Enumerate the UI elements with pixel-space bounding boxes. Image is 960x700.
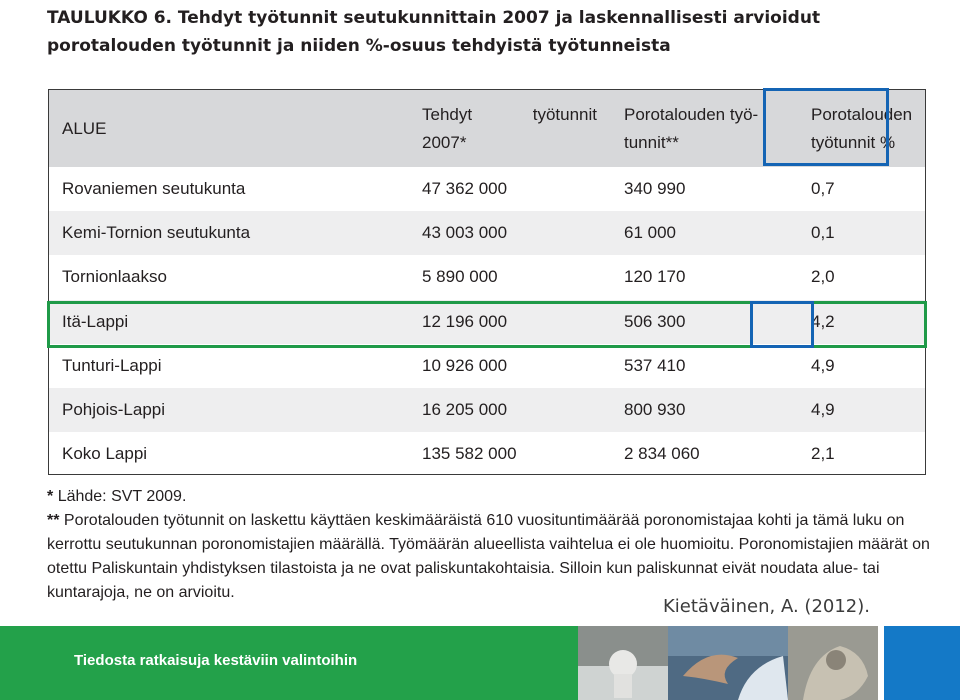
cell-tehdyt: 16 205 000: [422, 400, 508, 420]
footnote-1: [47, 485, 937, 509]
cell-poro: 506 300: [624, 311, 686, 331]
cell-tehdyt: 47 362 000: [422, 179, 508, 199]
table-row: [49, 432, 925, 476]
footer-blue-band: [884, 626, 960, 700]
footer-photo-strip: [578, 626, 884, 700]
table-row: [49, 344, 925, 388]
table-row: [49, 388, 925, 432]
cell-tehdyt: 43 003 000: [422, 223, 508, 243]
cell-poro: 537 410: [624, 355, 686, 375]
header-pct: [798, 90, 925, 167]
citation: Kietäväinen, A. (2012).: [663, 596, 870, 617]
footer-green-band: [0, 626, 578, 700]
footer-photo-collage: [578, 626, 884, 700]
footnote-1-mark: *: [47, 488, 54, 505]
table-row: [49, 300, 925, 344]
table-row: [49, 211, 925, 255]
header-tehdyt-word1: Tehdyt: [422, 104, 473, 124]
cell-poro: 800 930: [624, 400, 686, 420]
cell-alue: Tornionlaakso: [62, 267, 167, 287]
cell-pct: 0,7: [811, 179, 835, 199]
footnote-2: [47, 509, 937, 605]
cell-poro: 340 990: [624, 179, 686, 199]
footnotes: [47, 485, 937, 605]
cell-poro: 2 834 060: [624, 444, 700, 464]
cell-tehdyt: 12 196 000: [422, 311, 508, 331]
table-header-row: [49, 90, 925, 167]
cell-pct: 4,2: [811, 311, 835, 331]
cell-pct: 4,9: [811, 355, 835, 375]
cell-alue: Tunturi-Lappi: [62, 355, 162, 375]
cell-poro: 120 170: [624, 267, 686, 287]
footnote-1-text: Lähde: SVT 2009.: [57, 488, 187, 505]
header-poro-line1: Porotalouden työ-: [624, 104, 759, 124]
footnote-2-text: Porotalouden työtunnit on laskettu käyttäen keskimääräistä 610 vuosituntimäärää poronomistajaa kohti ja tämä luku on kerrottu seutukunnan poronomistajien määrällä. Työmäärän alueellista vaihtelua ei ole huomioitu. Poronomistajien määrät on otettu Paliskuntain yhdistyksen tilastoista ja ne ovat paliskuntakohtaisia. Silloin kun paliskunnat eivät noudata alue- tai kuntarajoja, ne on arvioitu.: [47, 512, 930, 601]
table-row: [49, 255, 925, 299]
cell-alue: Pohjois-Lappi: [62, 400, 166, 420]
header-pct-line2: työtunnit %: [811, 132, 896, 152]
data-table: [48, 89, 926, 475]
cell-tehdyt: 10 926 000: [422, 355, 508, 375]
cell-pct: 0,1: [811, 223, 835, 243]
header-poro: [611, 90, 798, 167]
cell-pct: 2,1: [811, 444, 835, 464]
cell-pct: 4,9: [811, 400, 835, 420]
header-poro-line2: tunnit**: [624, 132, 679, 152]
header-tehdyt-year: 2007*: [422, 132, 467, 152]
cell-alue: Kemi-Tornion seutukunta: [62, 223, 251, 243]
cell-alue: Rovaniemen seutukunta: [62, 179, 246, 199]
cell-tehdyt: 135 582 000: [422, 444, 517, 464]
footer-banner: [0, 626, 960, 700]
footnote-2-mark: **: [47, 512, 60, 529]
cell-tehdyt: 5 890 000: [422, 267, 498, 287]
cell-pct: 2,0: [811, 267, 835, 287]
cell-alue: Itä-Lappi: [62, 311, 129, 331]
cell-alue: Koko Lappi: [62, 444, 148, 464]
table-row: [49, 167, 925, 211]
header-tehdyt: [409, 90, 611, 167]
cell-poro: 61 000: [624, 223, 676, 243]
header-pct-line1: Porotalouden: [811, 104, 913, 124]
header-alue: ALUE: [49, 90, 409, 167]
header-tehdyt-word2: työtunnit: [532, 104, 597, 124]
footer-slogan: Tiedosta ratkaisuja kestäviin valintoihin: [74, 652, 358, 669]
table-caption: TAULUKKO 6. Tehdyt työtunnit seutukunnittain 2007 ja laskennallisesti arvioidut porotalouden työtunnit ja niiden %-osuus tehdyistä työtunneista: [47, 8, 821, 56]
